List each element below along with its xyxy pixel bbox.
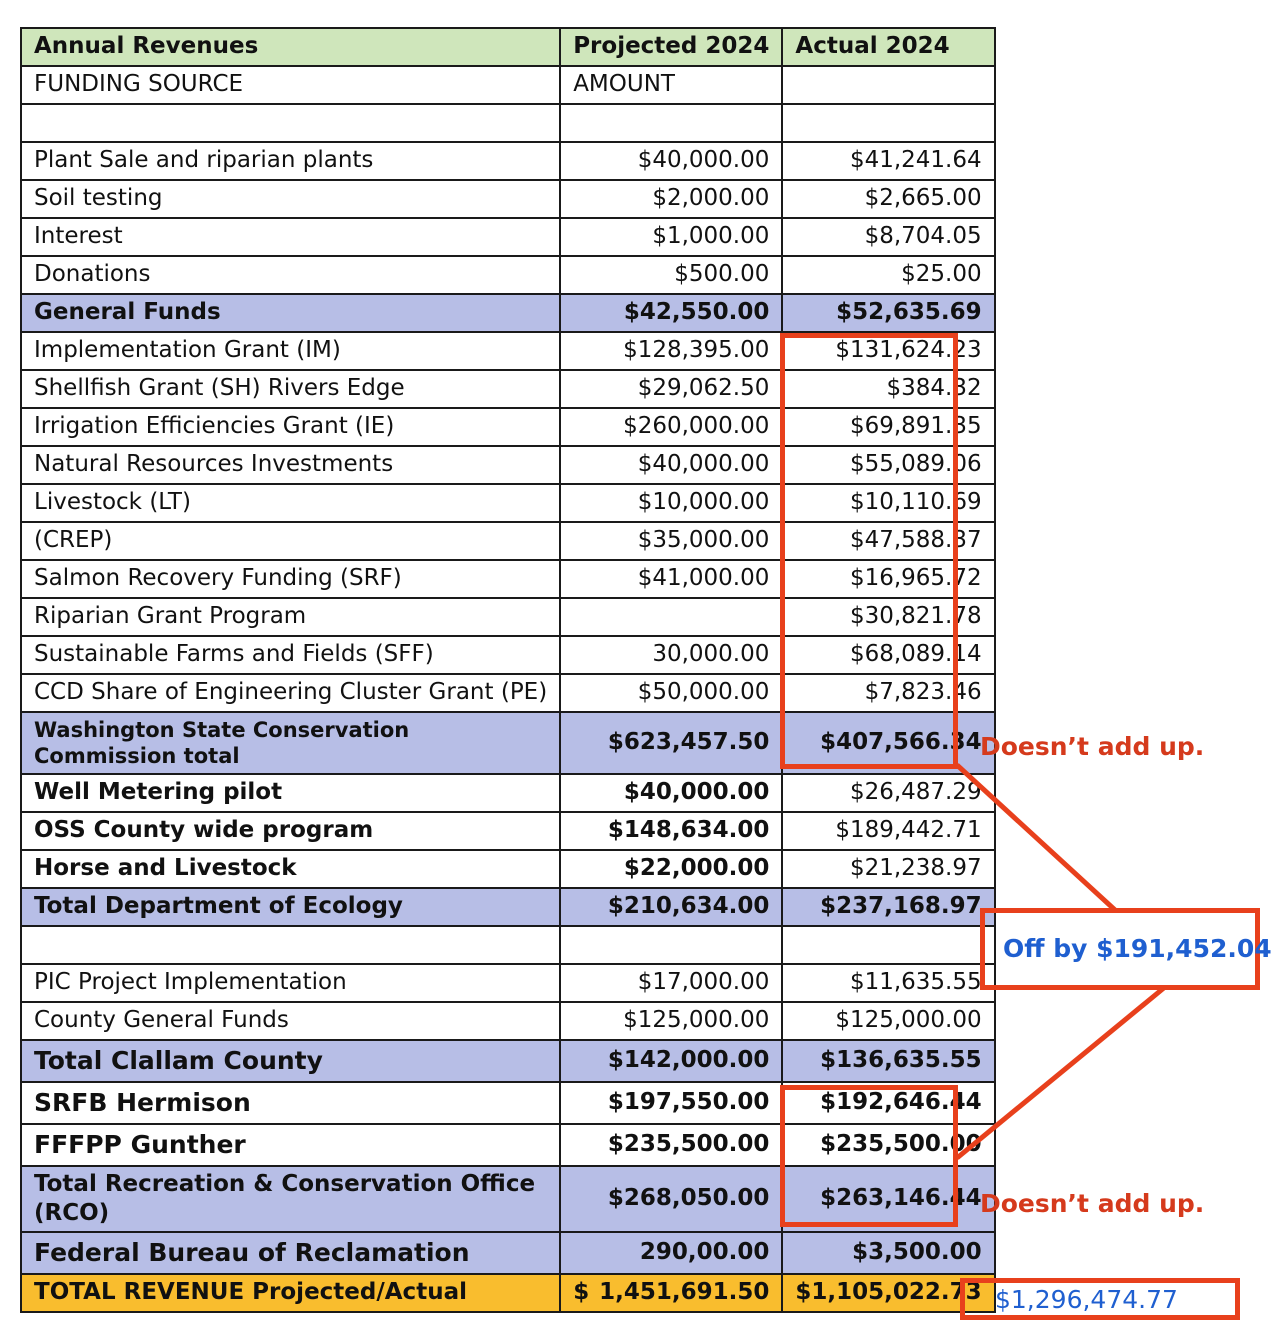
note-doesnt-add-up-2: Doesn’t add up. [980, 1189, 1205, 1218]
row-label: OSS County wide program [21, 812, 560, 850]
row-label: SRFB Hermison [21, 1082, 560, 1124]
row-actual: $3,500.00 [782, 1232, 994, 1274]
row-actual: $384.32 [782, 370, 994, 408]
row-actual: $41,241.64 [782, 142, 994, 180]
row-label: Washington State Conservation Commission total [21, 712, 560, 774]
subheader-funding-source: FUNDING SOURCE [21, 66, 560, 104]
highlight-box-rco-actuals [780, 1085, 958, 1227]
row-actual: $189,442.71 [782, 812, 994, 850]
row-projected: 30,000.00 [560, 636, 782, 674]
row-label: (CREP) [21, 522, 560, 560]
row-actual: $52,635.69 [782, 294, 994, 332]
row-projected: $260,000.00 [560, 408, 782, 446]
row-projected: $500.00 [560, 256, 782, 294]
row-label: Total Recreation & Conservation Office (RCO) [21, 1166, 560, 1232]
row-actual: $235,500.00 [782, 1124, 994, 1166]
row-label: Total Clallam County [21, 1040, 560, 1082]
row-label: Implementation Grant (IM) [21, 332, 560, 370]
header-projected-2024: Projected 2024 [560, 28, 782, 66]
corrected-total-note: $1,296,474.77 [995, 1285, 1178, 1314]
row-label: Donations [21, 256, 560, 294]
row-actual: $69,891.35 [782, 408, 994, 446]
row-projected: $17,000.00 [560, 964, 782, 1002]
header-annual-revenues: Annual Revenues [21, 28, 560, 66]
connector-line-upper [957, 765, 1115, 910]
row-label: County General Funds [21, 1002, 560, 1040]
row-actual: $47,588.37 [782, 522, 994, 560]
highlight-box-wscc-actuals [780, 333, 958, 769]
row-projected: $40,000.00 [560, 142, 782, 180]
row-projected: $40,000.00 [560, 774, 782, 812]
row-label: Interest [21, 218, 560, 256]
row-projected: 290,00.00 [560, 1232, 782, 1274]
row-actual: $26,487.29 [782, 774, 994, 812]
row-projected: $210,634.00 [560, 888, 782, 926]
row-projected: $197,550.00 [560, 1082, 782, 1124]
row-projected: $29,062.50 [560, 370, 782, 408]
total-projected-symbol: $ [573, 1279, 590, 1306]
row-projected: $125,000.00 [560, 1002, 782, 1040]
row-actual: $16,965.72 [782, 560, 994, 598]
row-projected: $268,050.00 [560, 1166, 782, 1232]
row-actual: $136,635.55 [782, 1040, 994, 1082]
total-label: TOTAL REVENUE Projected/Actual [21, 1274, 560, 1312]
row-actual: $8,704.05 [782, 218, 994, 256]
row-label: Well Metering pilot [21, 774, 560, 812]
row-actual: $10,110.69 [782, 484, 994, 522]
row-projected: $22,000.00 [560, 850, 782, 888]
row-actual: $237,168.97 [782, 888, 994, 926]
row-actual: $30,821.78 [782, 598, 994, 636]
row-label: Plant Sale and riparian plants [21, 142, 560, 180]
row-projected: $2,000.00 [560, 180, 782, 218]
row-actual: $7,823.46 [782, 674, 994, 712]
row-actual: $407,566.34 [782, 712, 994, 774]
row-projected: $128,395.00 [560, 332, 782, 370]
row-label: Irrigation Efficiencies Grant (IE) [21, 408, 560, 446]
note-doesnt-add-up-1: Doesn’t add up. [980, 732, 1205, 761]
row-actual: $11,635.55 [782, 964, 994, 1002]
row-label: Riparian Grant Program [21, 598, 560, 636]
row-label: Salmon Recovery Funding (SRF) [21, 560, 560, 598]
row-label: PIC Project Implementation [21, 964, 560, 1002]
row-actual: $55,089.06 [782, 446, 994, 484]
row-actual: $192,646.44 [782, 1082, 994, 1124]
row-actual: $131,624.23 [782, 332, 994, 370]
row-actual: $21,238.97 [782, 850, 994, 888]
connector-line-lower [957, 987, 1165, 1158]
row-label: Soil testing [21, 180, 560, 218]
row-projected: $1,000.00 [560, 218, 782, 256]
row-projected: $35,000.00 [560, 522, 782, 560]
row-projected: $235,500.00 [560, 1124, 782, 1166]
row-projected: $41,000.00 [560, 560, 782, 598]
row-actual: $125,000.00 [782, 1002, 994, 1040]
row-actual: $68,089.14 [782, 636, 994, 674]
row-label: Horse and Livestock [21, 850, 560, 888]
row-label: Livestock (LT) [21, 484, 560, 522]
total-projected-value: 1,451,691.50 [599, 1279, 770, 1306]
row-projected: $40,000.00 [560, 446, 782, 484]
row-projected: $623,457.50 [560, 712, 782, 774]
row-label: Natural Resources Investments [21, 446, 560, 484]
subheader-amount: AMOUNT [560, 66, 782, 104]
row-actual: $2,665.00 [782, 180, 994, 218]
row-label: CCD Share of Engineering Cluster Grant (PE) [21, 674, 560, 712]
row-actual: $25.00 [782, 256, 994, 294]
row-label: Total Department of Ecology [21, 888, 560, 926]
row-label: FFFPP Gunther [21, 1124, 560, 1166]
row-label: Federal Bureau of Reclamation [21, 1232, 560, 1274]
row-label: General Funds [21, 294, 560, 332]
row-projected: $148,634.00 [560, 812, 782, 850]
row-actual: $263,146.44 [782, 1166, 994, 1232]
row-projected: $142,000.00 [560, 1040, 782, 1082]
total-actual: $1,105,022.73 [782, 1274, 994, 1312]
row-projected: $50,000.00 [560, 674, 782, 712]
off-by-note: Off by $191,452.04 [1003, 934, 1272, 963]
row-label: Shellfish Grant (SH) Rivers Edge [21, 370, 560, 408]
row-label: Sustainable Farms and Fields (SFF) [21, 636, 560, 674]
row-projected: $42,550.00 [560, 294, 782, 332]
header-actual-2024: Actual 2024 [782, 28, 994, 66]
row-projected: $10,000.00 [560, 484, 782, 522]
